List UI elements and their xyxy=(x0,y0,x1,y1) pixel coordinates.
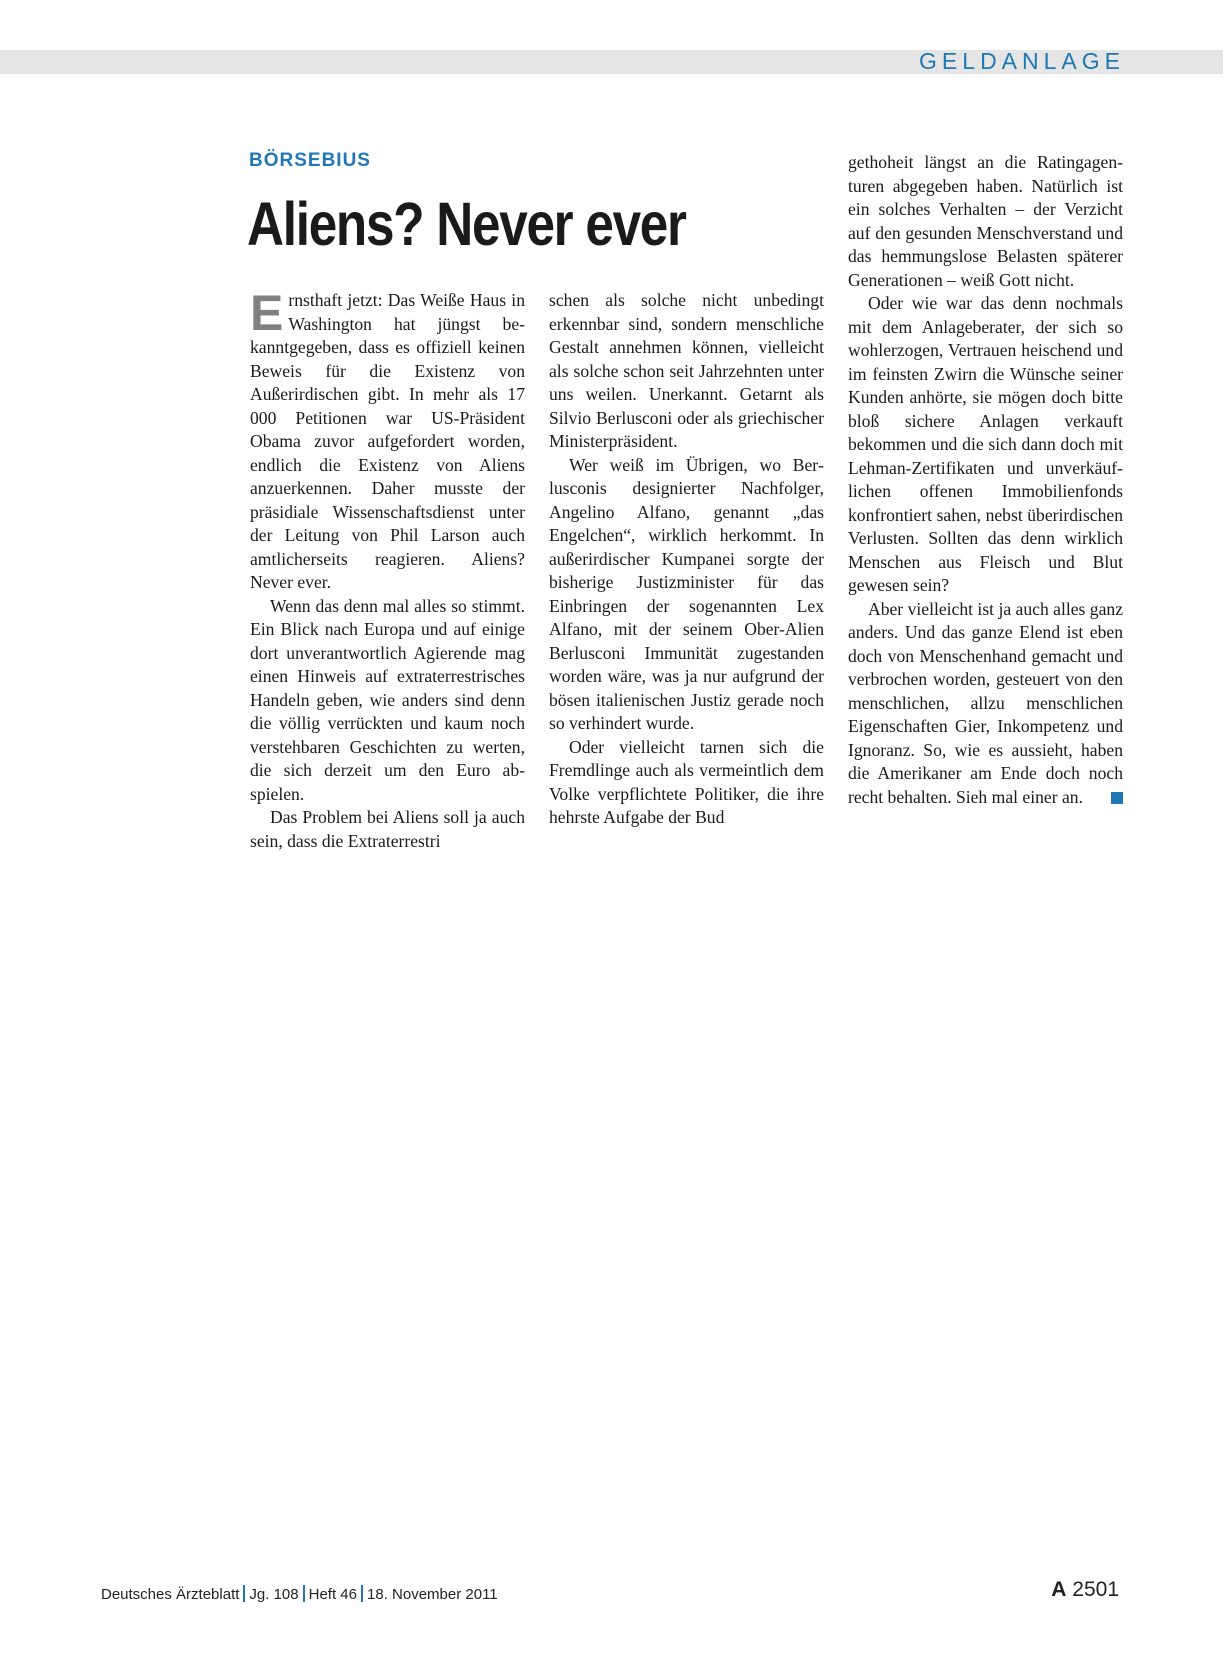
paragraph: Oder wie war das denn nochmals mit dem Anlageberater, der sich so wohlerzogen, Vertrauen heischend und im feinsten Zwirn die Wünsche seiner Kunden anhörte, sie mögen doch bitte bloß sichere Anlagen verkauft bekommen und die sich dann doch mit Lehman-Zertifikaten und unverkäuflichen offenen Immobilienfonds konfrontiert sahen, nebst überirdischen Verlusten. Sollten das denn wirklich Menschen aus Fleisch und Blut gewesen sein? xyxy=(848,293,1123,595)
volume: Jg. 108 xyxy=(249,1586,299,1603)
paragraph-text: rnsthaft jetzt: Das Weiße Haus in Washington hat jüngst bekanntgegeben, dass es offiziell keinen Beweis für die Existenz von Außerirdischen gibt. In mehr als 17 000 Petitionen war US-Präsident Obama zuvor aufgefordert worden, endlich die Existenz von Aliens anzuerkennen. Daher musste der präsidiale Wissenschaftsdienst unter der Leitung von Phil Larson auch amtlicherseits reagieren. Aliens? Never ever. xyxy=(250,290,525,592)
paragraph: Das Problem bei Aliens soll ja auch sein, dass die Extraterrestri xyxy=(250,807,525,851)
article-kicker: BÖRSEBIUS xyxy=(249,150,371,171)
paragraph: schen als solche nicht unbedingt erkennbar sind, sondern menschliche Gestalt annehmen können, vielleicht als solche schon seit Jahrzehnten unter uns weilen. Unerkannt. Getarnt als Silvio Berlusconi oder als griechischer Ministerpräsident. xyxy=(549,290,824,451)
journal-name: Deutsches Ärzteblatt xyxy=(101,1586,240,1603)
article-title: Aliens? Never ever xyxy=(247,190,686,258)
page-number xyxy=(1051,1578,1119,1602)
separator xyxy=(361,1585,363,1602)
paragraph: Wer weiß im Übrigen, wo Berlusconis designierter Nachfolger, Angelino Alfano, genannt „das Engelchen“, wirklich herkommt. In außerirdischer Kumpanei sorgte der bisherige Justizminister für das Einbringen der sogenannten Lex Alfano, mit der seinem Ober-Alien Berlusconi Immunität zugestanden worden wäre, was ja nur aufgrund der bösen italienischen Justiz gerade noch so verhindert wurde. xyxy=(549,454,824,733)
end-square-icon xyxy=(1111,792,1123,804)
article-column-2 xyxy=(549,289,824,830)
page-prefix: A xyxy=(1051,1578,1067,1601)
separator xyxy=(243,1585,245,1602)
paragraph: Oder vielleicht tarnen sich die Fremdlinge auch als vermeintlich dem Volke verpflichtete Politiker, die ihre hehrste Aufgabe der Bud xyxy=(549,736,824,827)
issue-date: 18. November 2011 xyxy=(367,1586,498,1603)
article-column-1 xyxy=(250,285,525,853)
article-column-3 xyxy=(848,151,1123,809)
separator xyxy=(303,1585,305,1602)
section-label: GELDANLAGE xyxy=(919,48,1125,74)
paragraph: gethoheit längst an die Ratingagenturen abgegeben haben. Natürlich ist ein solches Verhalten – der Verzicht auf den gesunden Menschverstand und das hemmungslose Belasten späterer Generationen – weiß Gott nicht. xyxy=(848,152,1123,290)
paragraph-text: Aber vielleicht ist ja auch alles ganz anders. Und das ganze Elend ist eben doch von Menschenhand gemacht und verbrochen worden, gesteuert von den menschlichen, allzu menschlichen Eigenschaften Gier, Inkompetenz und Ignoranz. So, wie es aussieht, haben die Amerikaner am Ende doch noch recht behalten. Sieh mal einer an. xyxy=(848,598,1124,807)
paragraph xyxy=(848,598,1123,810)
drop-cap: E xyxy=(250,285,284,341)
paragraph: Wenn das denn mal alles so stimmt. Ein Blick nach Europa und auf einige dort unverantwortlich Agierende mag einen Hinweis auf extraterrestrisches Handeln geben, wie anders sind denn die völlig verrückten und kaum noch verstehbaren Geschichten zu werten, die sich derzeit um den Euro abspielen. xyxy=(250,595,525,804)
page-number-value: 2501 xyxy=(1072,1578,1119,1601)
paragraph xyxy=(250,285,525,595)
issue: Heft 46 xyxy=(308,1586,357,1603)
footer-citation xyxy=(101,1585,498,1603)
